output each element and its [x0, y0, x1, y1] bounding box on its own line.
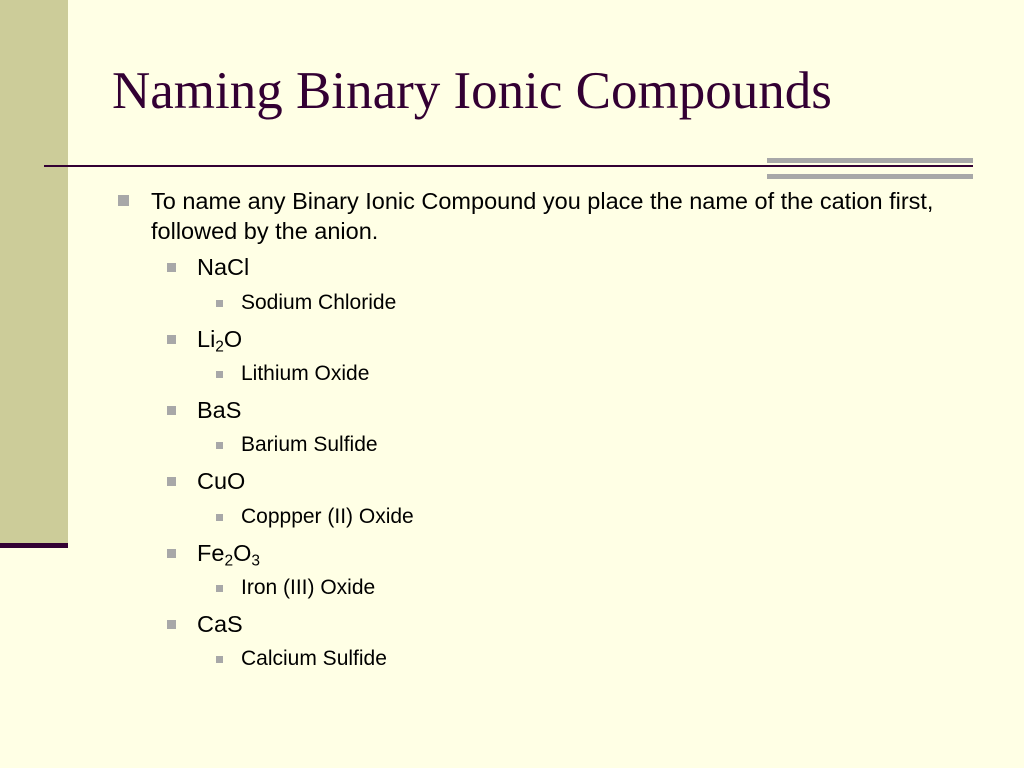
formula [197, 466, 245, 496]
square-bullet-icon [167, 549, 176, 558]
compound-name-item [216, 504, 414, 530]
formula-item [167, 395, 241, 425]
formula-item [167, 324, 242, 354]
compound-name: Coppper (II) Oxide [241, 505, 414, 528]
compound-name-item [216, 432, 378, 458]
compound-name: Iron (III) Oxide [241, 576, 376, 599]
compound-name: Sodium Chloride [241, 291, 397, 314]
formula-item [167, 609, 243, 639]
compound-name: Barium Sulfide [241, 433, 378, 456]
formula-subscript: 3 [251, 552, 260, 570]
square-bullet-icon [216, 656, 223, 663]
compound-name: Calcium Sulfide [241, 647, 387, 670]
formula-part: NaCl [197, 254, 250, 280]
square-bullet-icon [167, 263, 176, 272]
formula-part: O [223, 326, 243, 352]
square-bullet-icon [167, 477, 176, 486]
formula-part: CaS [197, 611, 243, 637]
formula-subscript: 2 [215, 338, 224, 356]
intro-bullet [118, 186, 958, 246]
formula [197, 252, 249, 282]
formula [197, 324, 242, 354]
formula-subscript: 2 [224, 552, 234, 570]
square-bullet-icon [216, 585, 223, 592]
compound-name-item [216, 575, 375, 601]
formula-item [167, 252, 249, 282]
square-bullet-icon [216, 371, 223, 378]
intro-text: To name any Binary Ionic Compound you place the name of the cation first, followed by the anion. [151, 188, 934, 244]
formula-part: Li [197, 326, 216, 352]
square-bullet-icon [167, 406, 176, 415]
formula [197, 609, 243, 639]
compound-name-item [216, 361, 369, 387]
square-bullet-icon [216, 442, 223, 449]
square-bullet-icon [167, 620, 176, 629]
square-bullet-icon [118, 195, 129, 206]
square-bullet-icon [167, 335, 176, 344]
formula-item [167, 538, 260, 568]
formula-part: CuO [197, 468, 246, 494]
square-bullet-icon [216, 300, 223, 307]
formula [197, 538, 260, 568]
compound-name: Lithium Oxide [241, 362, 370, 385]
slide-title: Naming Binary Ionic Compounds [112, 62, 832, 120]
formula-item [167, 466, 245, 496]
formula [197, 395, 241, 425]
square-bullet-icon [216, 514, 223, 521]
formula-part: BaS [197, 397, 242, 423]
formula-part: Fe [197, 540, 225, 566]
compound-name-item [216, 290, 396, 316]
formula-part: O [233, 540, 252, 566]
compound-name-item [216, 646, 387, 672]
